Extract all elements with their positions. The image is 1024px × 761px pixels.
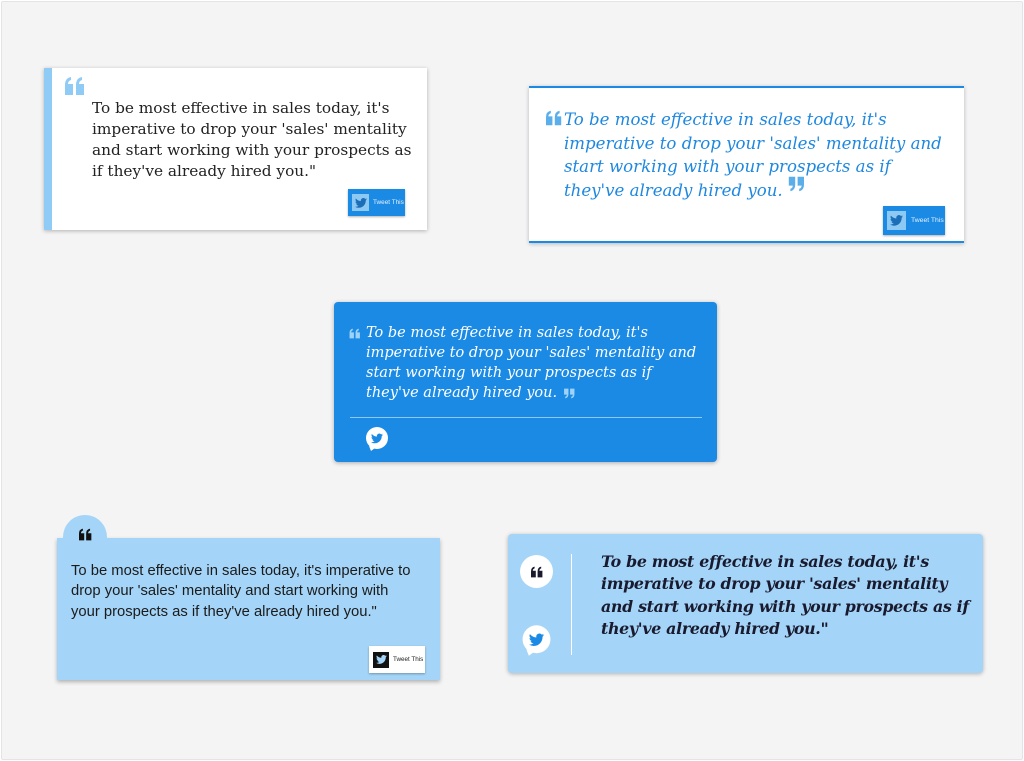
open-quote-icon (545, 110, 563, 131)
quote-card-1 (44, 68, 427, 230)
quote-text: To be most effective in sales today, it's imperative to drop your 'sales' mentality and start working with your prospects as if they've already hired you." (71, 563, 411, 620)
divider (571, 554, 572, 655)
open-quote-icon (64, 76, 86, 103)
tweet-this-label: Tweet This (373, 199, 404, 206)
quote-text: To be most effective in sales today, it's imperative to drop your 'sales' mentality and start working with your prospects as if they've already hired you. (564, 110, 942, 201)
canvas (1, 1, 1023, 760)
tweet-this-button[interactable] (348, 189, 405, 216)
quote-card-3 (334, 302, 717, 462)
tweet-this-button[interactable] (369, 646, 425, 673)
open-quote-icon (349, 326, 361, 344)
close-quote-icon (563, 386, 575, 404)
open-quote-circle-icon (520, 555, 553, 588)
twitter-icon (373, 652, 389, 668)
quote-text: To be most effective in sales today, it's imperative to drop your 'sales' mentality and start working with your prospects as if they've already hired you. (366, 325, 697, 401)
twitter-icon (887, 211, 906, 230)
twitter-circle-icon[interactable] (365, 426, 389, 450)
tweet-this-label: Tweet This (911, 217, 944, 224)
quote-card-2 (529, 86, 964, 243)
twitter-circle-icon[interactable] (521, 624, 552, 655)
quote-text: To be most effective in sales today, it's imperative to drop your 'sales' mentality and start working with your prospects as if they've already hired you." (601, 552, 969, 639)
tweet-this-label: Tweet This (393, 656, 424, 663)
quote-text: To be most effective in sales today, it's imperative to drop your 'sales' mentality and start working with your prospects as if they've already hired you." (92, 99, 412, 180)
quote-card-5 (508, 534, 983, 673)
open-quote-icon (63, 515, 107, 559)
close-quote-icon (787, 176, 805, 197)
divider (350, 417, 702, 418)
twitter-icon (352, 194, 369, 211)
tweet-this-button[interactable] (883, 206, 945, 235)
quote-card-4 (57, 538, 440, 680)
